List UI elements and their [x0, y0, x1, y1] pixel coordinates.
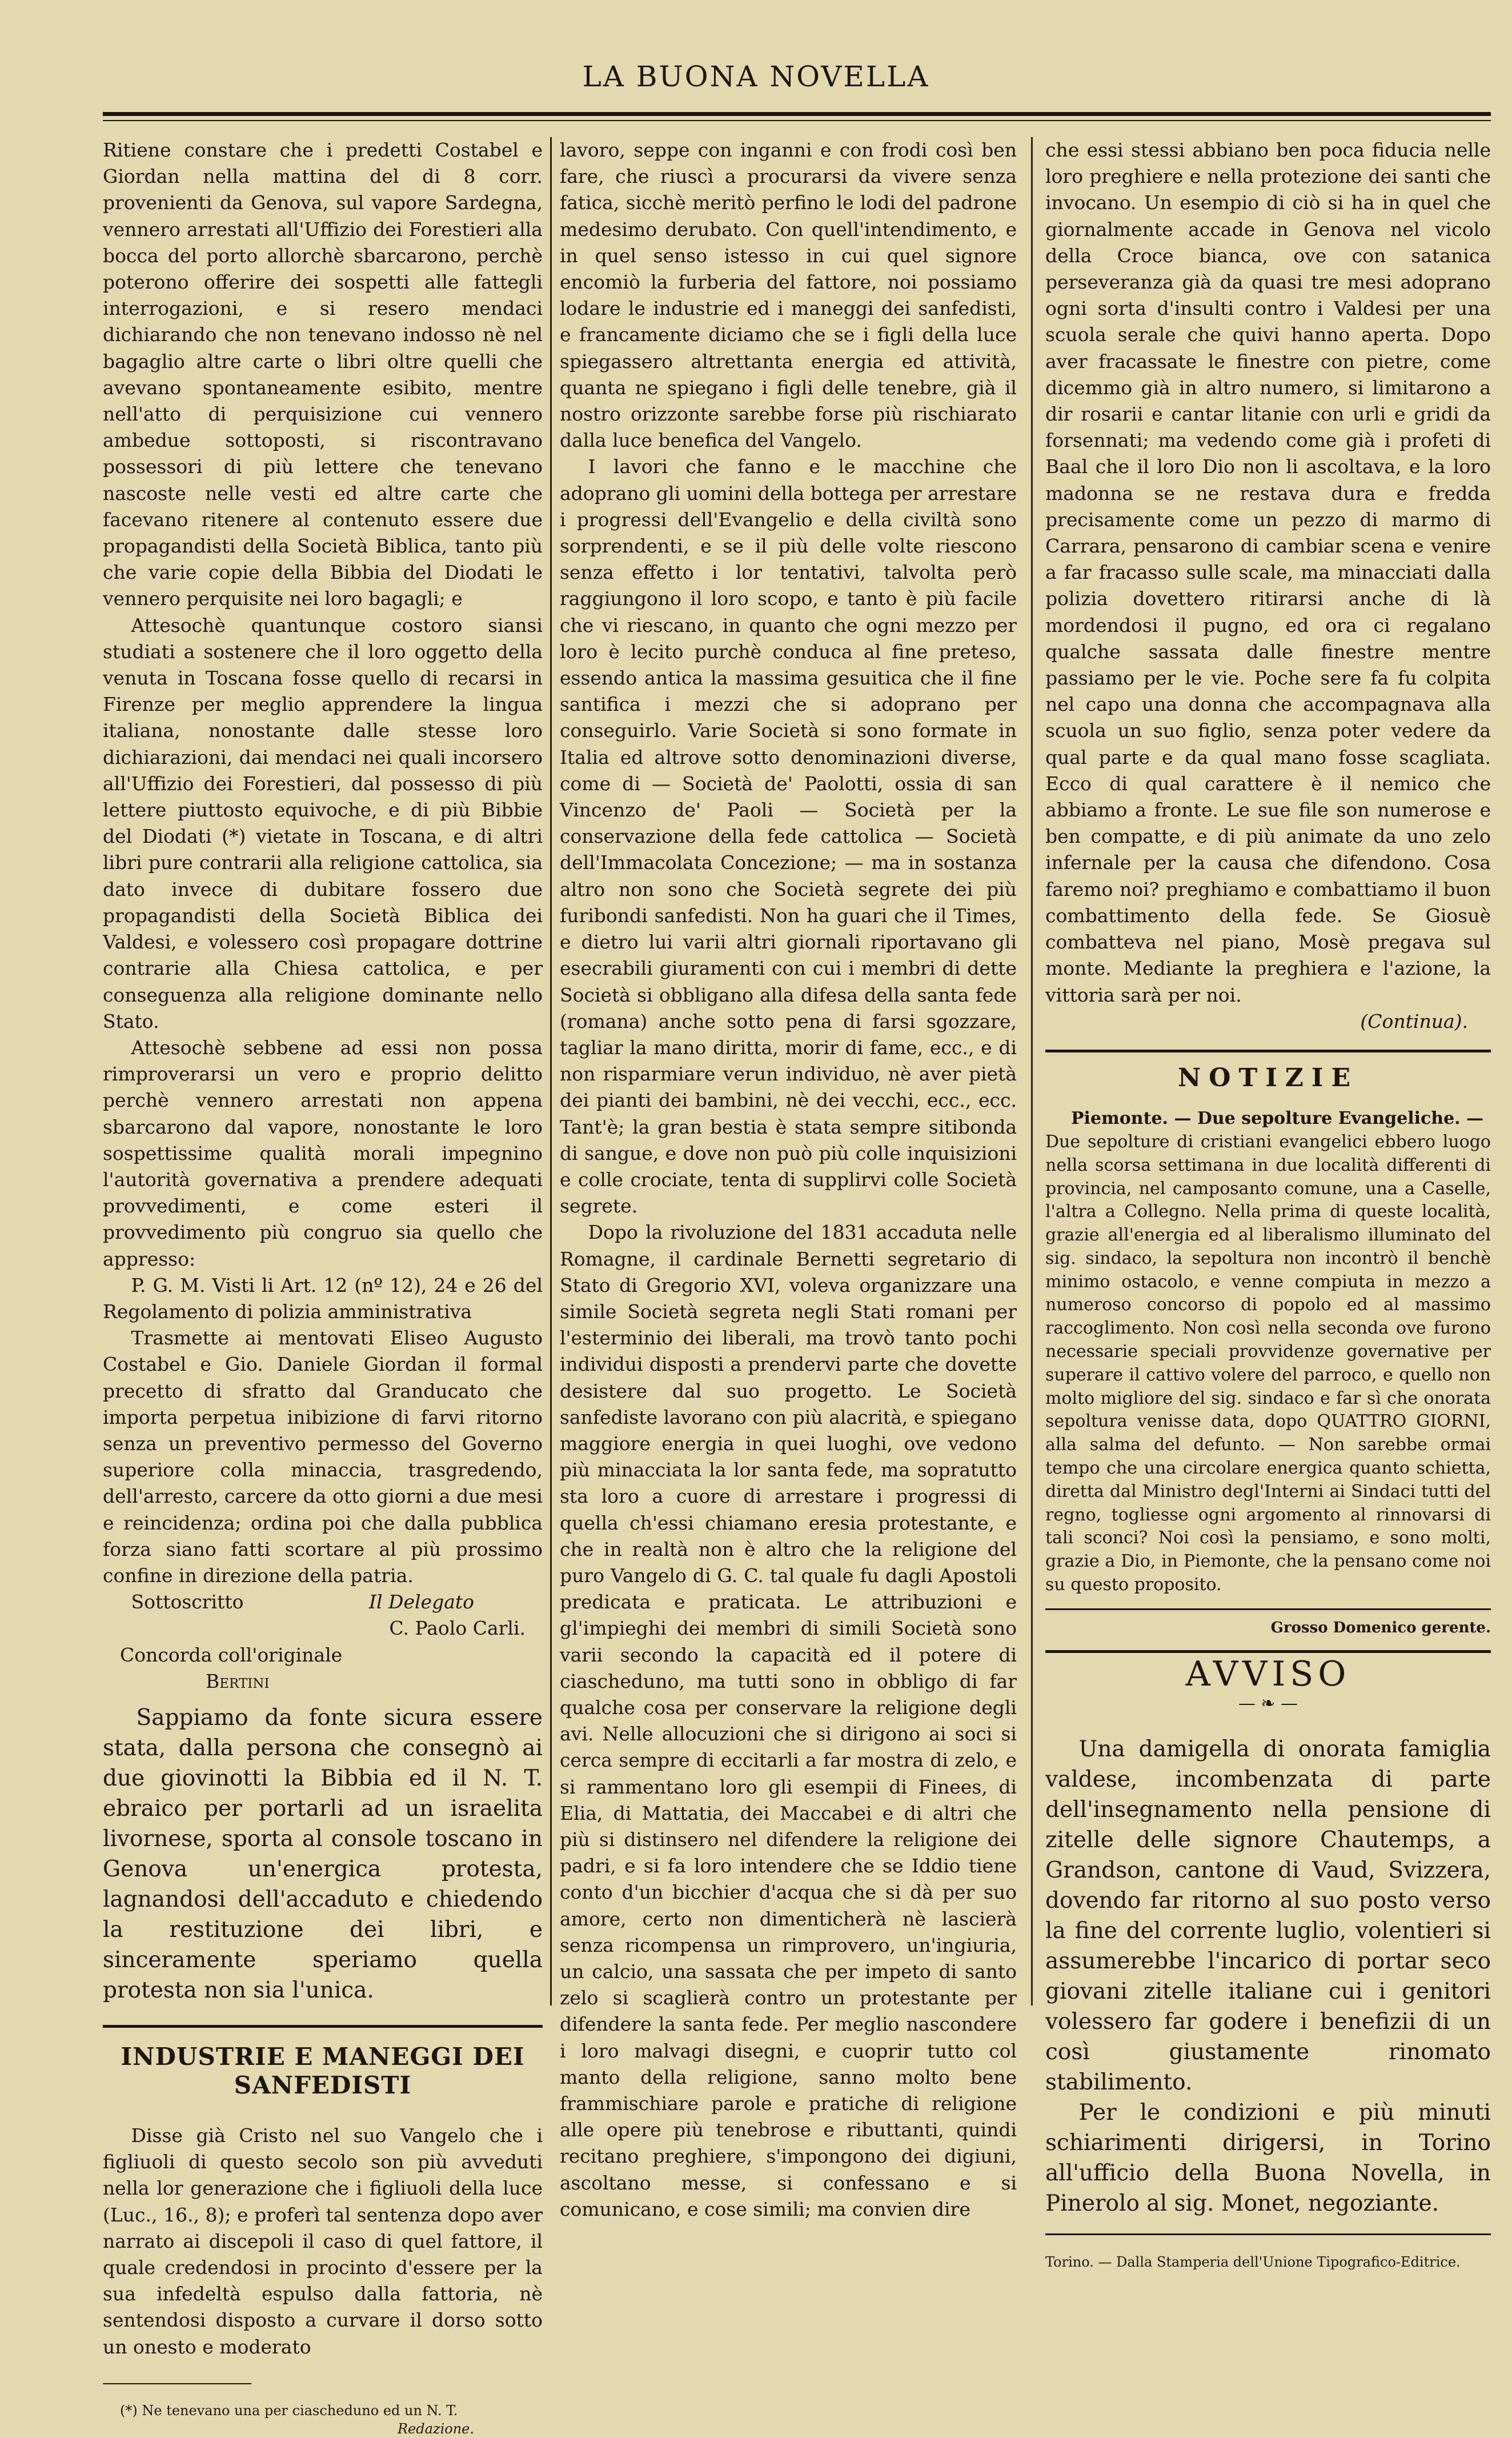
- notizie-text: Due sepolture di cristiani evangelici ebbero luogo nella scorsa settimana in due località differenti di provincia, nel camposanto comune, una a Caselle, l'altra a Collegno. Nella prima di queste località, grazie all'energia ed al liberalismo illuminato del sig. sindaco, la sepoltura non incontrò il benchè minimo ostacolo, e venne compiuta in mezzo a numeroso concorso di popolo ed al massimo raccoglimento. Non così nella seconda ove furono necessarie speciali provvidenze governative per superare il cattivo volere del parroco, e quello non molto migliore del sig. sindaco e far sì che onorata sepoltura venisse data, dopo QUATTRO GIORNI, alla salma del defunto. — Non sarebbe ormai tempo che una circolare energica quanto schietta, diretta dal Ministro degl'Interni ai Sindaci tutti del regno, togliesse ogni argomento al rinnovarsi di tali sconci? Noi così la pensiamo, e sono molti, grazie a Dio, in Piemonte, che la pensano come noi su questo proposito.: [1045, 1131, 1491, 1595]
- column-1: [103, 137, 543, 2437]
- section-separator: [1045, 1650, 1491, 1653]
- continua-note: (Continua).: [1360, 1010, 1468, 1032]
- avviso-paragraph: Una damigella di onorata famiglia valdese, incombenzata di parte dell'insegnamento nella pensione di zitelle delle signore Chautemps, a Grandson, cantone di Vaud, Svizzera, dovendo far ritorno al suo posto verso la fine del corrente luglio, volentieri si assumerebbe l'incarico di portar seco giovani zitelle italiane cui i genitori volessero far godere i benefizii di un così giustamente rinomato stabilimento.: [1045, 1736, 1491, 2096]
- paragraph: Trasmette ai mentovati Eliseo Augusto Costabel e Gio. Daniele Giordan il formal precetto di sfratto dal Granducato che importa perpetua inibizione di farvi ritorno senza un preventivo permesso del Governo superiore colla minaccia, trasgredendo, dell'arresto, carcere da otto giorni a due mesi e reincidenza; ordina poi che dalla pubblica forza siano fatti scortare al più prossimo confine in direzione della patria.: [103, 1327, 543, 1587]
- column-divider: [1031, 137, 1033, 2005]
- paragraph: Disse già Cristo nel suo Vangelo che i figliuoli di questo secolo son più avveduti nella lor generazione che i figliuoli della luce (Luc., 16., 8); e proferì tal sentenza dopo aver narrato ai discepoli il caso di quel fattore, il quale credendosi in procinto d'essere per la sua infedeltà espulso dalla fattoria, nè sentendosi disposto a curvare il dorso sotto un onesto e moderato: [103, 2124, 543, 2358]
- column-3: [1045, 137, 1491, 2271]
- signature-label: Sottoscritto: [131, 1591, 244, 1614]
- footer-rule: [1045, 2233, 1491, 2235]
- column-2: [560, 137, 1017, 2220]
- section-separator: [1045, 1050, 1491, 1052]
- bertini-line: Bertini: [206, 1670, 270, 1692]
- paragraph: lavoro, seppe con inganni e con frodi così ben fare, che riuscì a procurarsi da vivere senza fatica, sicchè meritò perfino le lodi del padrone medesimo derubato. Con quell'intendimento, e in quel senso istesso in cui quel signore encomiò la furberia del fattore, noi possiamo lodare le industrie ed i maneggi dei sanfedisti, e francamente diciamo che se i figli della luce spiegassero altrettanta energia ed attività, quanta ne spiegano i figli delle tenebre, già il nostro orizzonte sarebbe forse più rischiarato dalla luce benefica del Vangelo.: [560, 139, 1017, 452]
- paragraph: Attesochè sebbene ad essi non possa rimproverarsi un vero e proprio delitto perchè vennero arrestati non appena sbarcarono dal vapore, nonostante le loro sospettissime qualità morali impegnino l'autorità governativa a prendere adequati provvedimenti, e come esteri il provvedimento più congruo sia quello che appresso:: [103, 1036, 543, 1270]
- column-divider: [550, 137, 552, 2005]
- section-separator: [103, 2025, 543, 2028]
- paragraph: P. G. M. Visti li Art. 12 (nº 12), 24 e 26 del Regolamento di polizia amministrativa: [103, 1274, 543, 1323]
- header-rule-thin: [103, 120, 1491, 121]
- avviso-title: AVVISO: [1185, 1654, 1351, 1695]
- header-rule: [103, 112, 1491, 116]
- printer-line: Torino. — Dalla Stamperia dell'Unione Tipografico-Editrice.: [1045, 2254, 1461, 2271]
- paragraph: I lavori che fanno e le macchine che adoprano gli uomini della bottega per arrestare i progressi dell'Evangelio e della civiltà sono sorprendenti, e se il più delle volte riescono senza effetto i lor tentativi, talvolta però raggiungono il loro scopo, e tanto è più facile che vi riescano, in quanto che ogni mezzo per loro è lecito purchè conduca al fine preteso, essendo antica la massima gesuitica che il fine santifica i mezzi che si adoprano per conseguirlo. Varie Società si sono formate in Italia ed altrove sotto denominazioni diverse, come di — Società de' Paolotti, ossia di san Vincenzo de' Paoli — Società per la conservazione della fede cattolica — Società dell'Immacolata Concezione; — ma in sostanza altro non sono che Società segrete dei più furibondi sanfedisti. Non ha guari che il Times, e dietro lui varii altri giornali riportavano gli esecrabili giuramenti con cui i membri di dette Società si obbligano alla difesa della santa fede (romana) anche sotto pena di farsi sgozzare, tagliar la mano diritta, morir di fame, ecc., e di non risparmiare verun individuo, nè aver pietà dei pianti dei bambini, nè dei vecchi, ecc., ecc. Tant'è; la gran bestia è stata sempre sitibonda di sangue, e dove non può più colle inquisizioni e colle crociate, tenta di supplirvi colle Società segrete.: [560, 455, 1017, 1218]
- signature-row: [103, 1589, 543, 1615]
- notizie-lead: Piemonte. — Due sepolture Evangeliche. —: [1071, 1108, 1484, 1129]
- section-title: INDUSTRIE E MANEGGI DEI SANFEDISTI: [121, 2042, 525, 2099]
- paragraph: che essi stessi abbiano ben poca fiducia nelle loro preghiere e nella protezione dei santi che invocano. Un esempio di ciò si ha in quel che giornalmente accade in Genova nel vicolo della Croce bianca, ove con satanica perseveranza già da quasi tre mesi adoprano ogni sorta d'insulti contro i Valdesi per una scuola serale che quivi hanno aperta. Dopo aver fracassate le finestre con pietre, come dicemmo già in altro numero, si limitarono a dir rosarii e cantar litanie con urli e gridi da forsennati; ma vedendo come già i profeti di Baal che il loro Dio non li ascoltava, e la loro madonna se ne restava dura e fredda precisamente come un pezzo di marmo di Carrara, pensarono di cambiar scena e venire a far fracasso sulle scale, ma minacciati dalla polizia dovettero ritirarsi anche di là mordendosi il pugno, ed ora ci regalano qualche sassata dalle finestre mentre passiamo per le vie. Poche sere fa fu colpita nel capo una donna che accompagnava alla scuola un suo figlio, senza poter vedere da qual parte e da qual mano fosse scagliata. Ecco di qual carattere è il nemico che abbiamo a fronte. Le sue file son numerose e ben compatte, e di più animate da uno zelo infernale per la causa che difendono. Cosa faremo noi? preghiamo e combattiamo il buon combattimento della fede. Se Giosuè combatteva nel piano, Mosè pregava sul monte. Mediante la preghiera e l'azione, la vittoria sarà per noi.: [1045, 139, 1491, 1006]
- paragraph: Dopo la rivoluzione del 1831 accaduta nelle Romagne, il cardinale Bernetti segretario di Stato di Gregorio XVI, voleva organizzare una simile Società segreta negli Stati romani per l'esterminio dei liberali, ma trovò tanto pochi individui disposti a prendervi parte che dovette desistere dal suo progetto. Le Società sanfediste lavorano con più alacrità, e spiegano maggiore energia in quei luoghi, ove vedono più minacciata la lor santa fede, ma sopratutto sta loro a cuore di arrestare i progressi di quella ch'essi chiamano eresia protestante, e che in realtà non è altro che la religione del puro Vangelo di G. C. tal quale fu dagli Apostoli predicata e praticata. Le attribuzioni e gl'impieghi dei membri di simili Società sono varii secondo la capacità ed il potere di ciascheduno, ma tutti sono in obbligo di far qualche cosa per conservare la religione degli avi. Nelle allocuzioni che si dirigono ai soci si cerca sempre di eccitarli a far mostra di zelo, e si rammentano loro gli esempii di Finees, di Elia, di Mattatia, dei Maccabei e di altri che più si distinsero nel difendere la religione dei padri, e si fa loro intendere che se Iddio tiene conto d'un bicchier d'acqua che si dà per suo amore, certo non dimenticherà nè lascierà senza ricompensa un rimprovero, un'ingiuria, un calcio, una sassata che per impeto di santo zelo si scaglierà contro un protestante per difendere la santa fede. Per meglio nascondere i loro malvagi disegni, e cuoprir tutto col manto della religione, sanno molto bene frammischiare parole e pratiche di religione alle opere più tenebrose e ributtanti, quindi recitano preghiere, s'impongono dei digiuni, ascoltano messe, si confessano e si comunicano, e cose simili; ma convien dire: [560, 1221, 1017, 2220]
- signature-name: C. Paolo Carli.: [389, 1617, 526, 1640]
- concorda-line: Concorda coll'originale: [120, 1643, 343, 1666]
- ornament-icon: — ❧ —: [1238, 1694, 1298, 1714]
- footnote-sign: Redazione.: [397, 2420, 474, 2437]
- paragraph: Ritiene constare che i predetti Costabel e Giordan nella mattina del di 8 corr. provenienti da Genova, sul vapore Sardegna, vennero arrestati all'Uffizio dei Forestieri alla bocca del porto allorchè sbarcarono, perchè poterono offerire dei sospetti alle fattegli interrogazioni, e si resero mendaci dichiarando che non tenevano indosso nè nel bagaglio altre carte o libri oltre quelli che avevano spontaneamente esibito, mentre nell'atto di perquisizione cui vennero ambedue sottoposti, si riscontravano possessori di più lettere che tenevano nascoste nelle vesti ed altre carte che facevano ritenere al contenuto essere due propagandisti della Società Biblica, tanto più che varie copie della Bibbia del Diodati le vennero perquisite nei loro bagagli; e: [103, 139, 543, 610]
- notizie-title: NOTIZIE: [1177, 1063, 1359, 1092]
- avviso-paragraph: Per le condizioni e più minuti schiarimenti dirigersi, in Torino all'ufficio della Buona Novella, in Pinerolo al sig. Monet, negoziante.: [1045, 2100, 1491, 2217]
- gerente-line: Grosso Domenico gerente.: [1270, 1619, 1491, 1636]
- signature-role: Il Delegato: [368, 1591, 474, 1614]
- bold-paragraph: Sappiamo da fonte sicura essere stata, dalla persona che consegnò ai due giovinotti la Bibbia ed il N. T. ebraico per portarli ad un israelita livornese, sporta al console toscano in Genova un'energica protesta, lagnandosi dell'accaduto e chiedendo la restituzione dei libri, e sinceramente speriamo quella protesta non sia l'unica.: [103, 1704, 543, 2003]
- page-header: LA BUONA NOVELLA: [582, 60, 930, 93]
- footnote: (*) Ne tenevano una per ciascheduno ed un N. T.: [120, 2402, 458, 2419]
- paragraph: Attesochè quantunque costoro siansi studiati a sostenere che il loro oggetto della venuta in Toscana fosse quello di recarsi in Firenze per meglio apprendere la lingua italiana, nonostante dalle stesse loro dichiarazioni, dai mendaci nei quali incorsero all'Uffizio dei Forestieri, dal possesso di più lettere piuttosto equivoche, e di più Bibbie del Diodati (*) vietate in Toscana, e di altri libri pure contrarii alla religione cattolica, sia dato invece di dubitare fossero due propagandisti della Società Biblica dei Valdesi, e volessero così propagare dottrine contrarie alla Chiesa cattolica, e per conseguenza alla religione dominante nello Stato.: [103, 614, 543, 1032]
- section-separator: [1045, 1608, 1491, 1610]
- footnote-rule: [103, 2383, 251, 2384]
